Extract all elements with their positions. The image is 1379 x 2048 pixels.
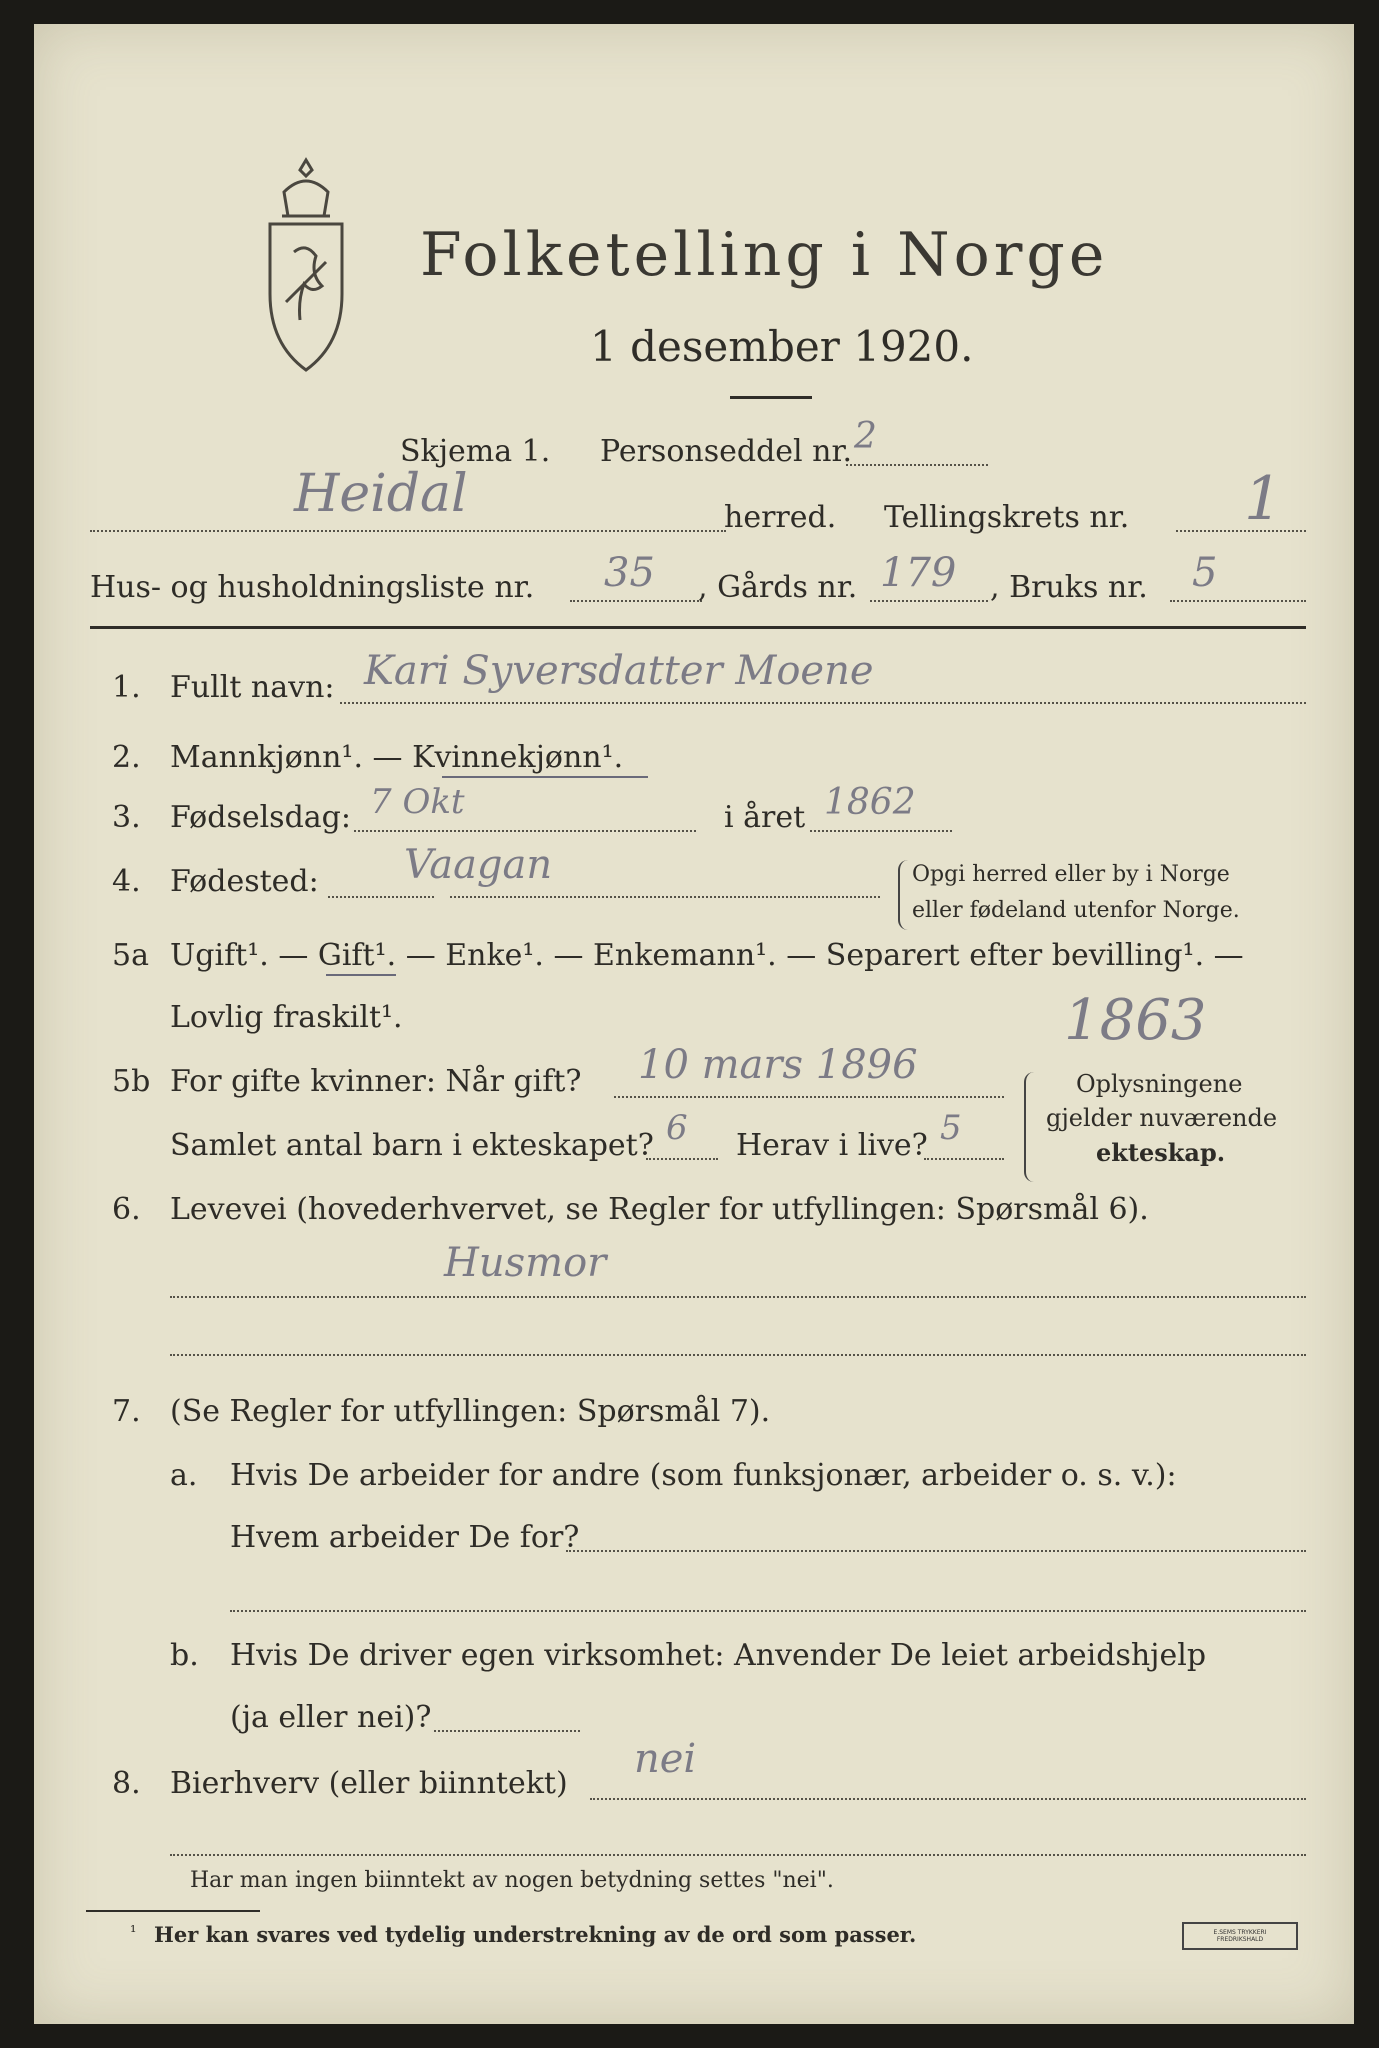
- alive-value: 5: [940, 1108, 962, 1148]
- q4-number: 4.: [112, 864, 141, 899]
- occupation-value: Husmor: [444, 1240, 607, 1286]
- q3-label: Fødselsdag:: [170, 800, 351, 835]
- census-form-page: [34, 24, 1354, 2024]
- q7a-line2: Hvem arbeider De for?: [230, 1520, 580, 1555]
- q3-number: 3.: [112, 800, 141, 835]
- q5a-number: 5a: [112, 938, 149, 973]
- bruks-label: , Bruks nr.: [990, 570, 1148, 605]
- q5b-note-line3: ekteskap.: [1096, 1138, 1226, 1167]
- q7a-letter: a.: [170, 1458, 198, 1493]
- birth-year-value: 1862: [824, 782, 916, 823]
- footnote-mark: ¹: [130, 1922, 137, 1941]
- q6-number: 6.: [112, 1192, 141, 1227]
- q5b-label1: For gifte kvinner: Når gift?: [170, 1064, 582, 1099]
- gift-underline: [326, 974, 396, 976]
- q8-label: Bierhverv (eller biinntekt): [170, 1766, 568, 1801]
- form-title: Folketelling i Norge: [420, 220, 1109, 290]
- q1-number: 1.: [112, 670, 141, 705]
- children-value: 6: [666, 1108, 688, 1148]
- side-income-value: nei: [634, 1736, 697, 1782]
- q6-label: Levevei (hovederhvervet, se Regler for utfyllingen: Spørsmål 6).: [170, 1192, 1149, 1227]
- header-rule: [90, 626, 1306, 629]
- birthday-value: 7 Okt: [370, 782, 465, 822]
- q4-note-line1: Opgi herred eller by i Norge: [912, 862, 1230, 887]
- q8-number: 8.: [112, 1766, 141, 1801]
- bruks-value: 5: [1192, 550, 1218, 596]
- married-date-value: 10 mars 1896: [638, 1042, 918, 1088]
- q7a-line1: Hvis De arbeider for andre (som funksjonær, arbeider o. s. v.):: [230, 1458, 1177, 1493]
- skjema-label: Skjema 1.: [400, 434, 551, 469]
- q1-label: Fullt navn:: [170, 670, 335, 705]
- year-label: i året: [724, 800, 806, 835]
- q7-label: (Se Regler for utfyllingen: Spørsmål 7).: [170, 1394, 771, 1429]
- printer-stamp-text: E.SEMS TRYKKERI FREDRIKSHALD: [1213, 1929, 1267, 1943]
- birthplace-value: Vaagan: [404, 842, 553, 888]
- q7-number: 7.: [112, 1394, 141, 1429]
- kvinnekjonn-underline: [442, 776, 648, 778]
- municipality-value: Heidal: [294, 464, 468, 524]
- title-divider: [730, 396, 812, 399]
- gards-label: , Gårds nr.: [698, 570, 858, 605]
- margin-note-year: 1863: [1064, 988, 1207, 1053]
- q5a-line1: Ugift¹. — Gift¹. — Enke¹. — Enkemann¹. — Separert efter bevilling¹. —: [170, 938, 1244, 973]
- biinntekt-note: Har man ingen biinntekt av nogen betydning settes "nei".: [190, 1868, 834, 1893]
- q2-number: 2.: [112, 740, 141, 775]
- census-date: 1 desember 1920.: [590, 322, 974, 371]
- footnote-text: Her kan svares ved tydelig understrekning av de ord som passer.: [154, 1922, 917, 1947]
- tellingskrets-value: 1: [1244, 464, 1283, 534]
- q5b-label2: Samlet antal barn i ekteskapet?: [170, 1128, 654, 1163]
- q7b-letter: b.: [170, 1638, 199, 1673]
- footnote-rule: [86, 1910, 260, 1912]
- full-name-value: Kari Syversdatter Moene: [364, 648, 874, 694]
- hus-value: 35: [604, 550, 655, 596]
- q5b-number: 5b: [112, 1064, 151, 1099]
- q5b-note-line2: gjelder nuværende: [1046, 1104, 1278, 1132]
- q2-label: Mannkjønn¹. — Kvinnekjønn¹.: [170, 740, 624, 775]
- tellingskrets-label: Tellingskrets nr.: [884, 500, 1130, 535]
- gards-value: 179: [880, 550, 957, 596]
- herred-label: herred.: [724, 500, 837, 535]
- personseddel-label: Personseddel nr.: [600, 434, 853, 469]
- q4-note-line2: eller fødeland utenfor Norge.: [912, 898, 1240, 923]
- q5b-note-line1: Oplysningene: [1076, 1070, 1243, 1098]
- q7b-line1: Hvis De driver egen virksomhet: Anvender De leiet arbeidshjelp: [230, 1638, 1207, 1673]
- q4-label: Fødested:: [170, 864, 319, 899]
- q7b-line2: (ja eller nei)?: [230, 1700, 432, 1735]
- q5a-line2: Lovlig fraskilt¹.: [170, 1000, 403, 1035]
- hus-label: Hus- og husholdningsliste nr.: [90, 570, 535, 605]
- coat-of-arms-icon: [256, 152, 356, 382]
- alive-label: Herav i live?: [736, 1128, 928, 1163]
- personseddel-value: 2: [854, 416, 877, 457]
- printer-stamp: [1182, 1922, 1298, 1950]
